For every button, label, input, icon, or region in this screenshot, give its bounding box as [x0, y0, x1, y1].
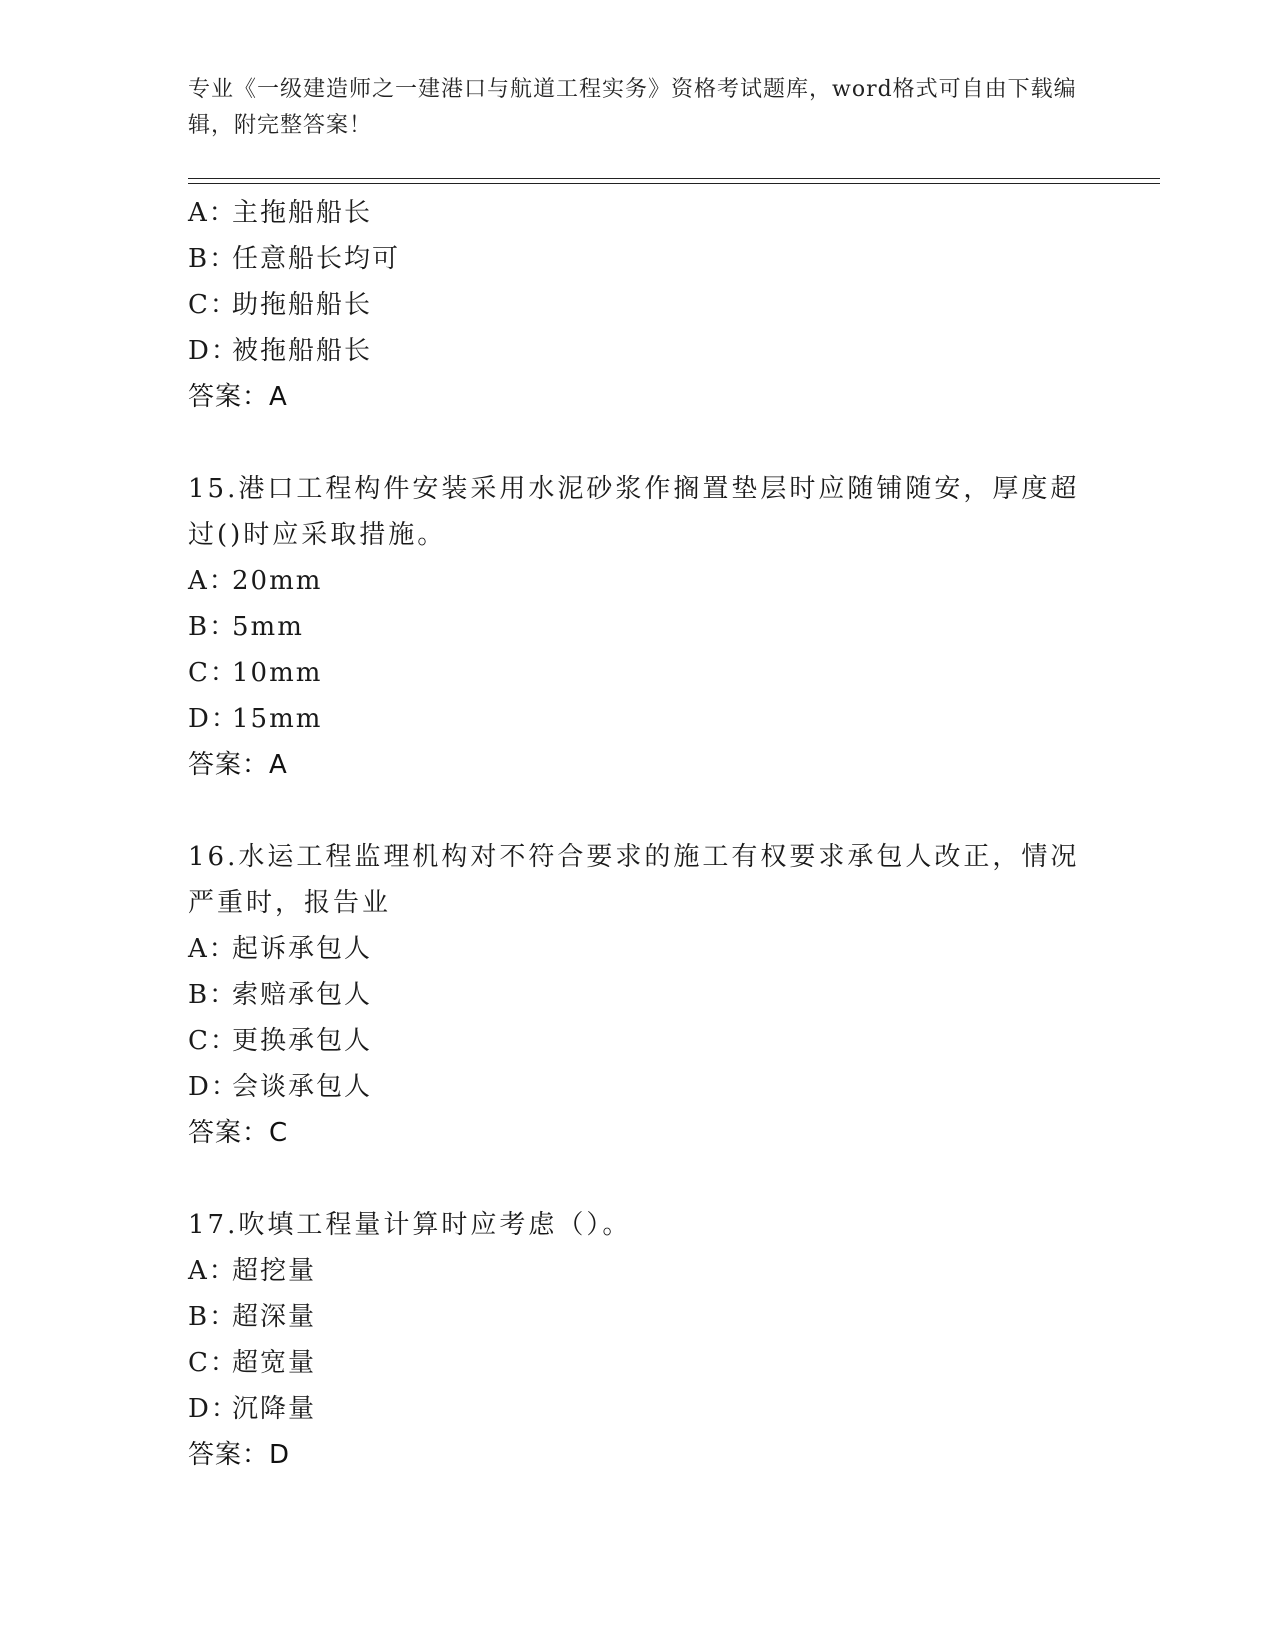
- option-text: 5mm: [232, 612, 304, 642]
- answer-line: [188, 1432, 1088, 1478]
- option-c: [188, 1018, 1088, 1064]
- option-a: [188, 1248, 1088, 1294]
- option-a: [188, 926, 1088, 972]
- option-letter: B：: [188, 612, 238, 642]
- option-text: 助拖船船长: [232, 290, 373, 320]
- option-letter: B：: [188, 980, 238, 1010]
- option-text: 20mm: [232, 566, 323, 596]
- option-b: [188, 604, 1088, 650]
- question-stem-line: 15.港口工程构件安装采用水泥砂浆作搁置垫层时应随铺随安，厚度超: [188, 474, 1080, 504]
- option-a: [188, 190, 1088, 236]
- question-list: [188, 190, 1088, 1478]
- option-letter: A：: [188, 934, 237, 964]
- option-letter: A：: [188, 566, 237, 596]
- option-letter: C：: [188, 290, 238, 320]
- spacer: [188, 788, 1088, 834]
- option-letter: D：: [188, 1072, 239, 1102]
- option-a: [188, 558, 1088, 604]
- option-c: [188, 650, 1088, 696]
- option-letter: A：: [188, 1256, 237, 1286]
- option-b: [188, 236, 1088, 282]
- option-text: 超挖量: [232, 1256, 317, 1286]
- option-letter: D：: [188, 336, 239, 366]
- option-d: [188, 328, 1088, 374]
- option-text: 被拖船船长: [232, 336, 373, 366]
- option-text: 更换承包人: [232, 1026, 373, 1056]
- option-text: 10mm: [232, 658, 323, 688]
- question-stem-line: 17.吹填工程量计算时应考虑（）。: [188, 1210, 632, 1240]
- option-c: [188, 282, 1088, 328]
- page-header: 专业《一级建造师之一建港口与航道工程实务》资格考试题库，word格式可自由下载编辑，附完整答案！: [188, 77, 1077, 138]
- option-letter: B：: [188, 244, 238, 274]
- answer-value: A: [269, 750, 288, 780]
- option-text: 索赔承包人: [232, 980, 373, 1010]
- option-letter: C：: [188, 1348, 238, 1378]
- answer-label: 答案：: [188, 382, 270, 412]
- answer-label: 答案：: [188, 1440, 270, 1470]
- option-d: [188, 1386, 1088, 1432]
- answer-label: 答案：: [188, 750, 270, 780]
- option-letter: B：: [188, 1302, 238, 1332]
- option-c: [188, 1340, 1088, 1386]
- option-d: [188, 1064, 1088, 1110]
- spacer: [188, 1156, 1088, 1202]
- option-letter: C：: [188, 1026, 238, 1056]
- question-17: [188, 1202, 1088, 1478]
- option-text: 会谈承包人: [232, 1072, 373, 1102]
- option-text: 沉降量: [232, 1394, 317, 1424]
- spacer: [188, 420, 1088, 466]
- answer-line: [188, 374, 1088, 420]
- question-stem-line: 16.水运工程监理机构对不符合要求的施工有权要求承包人改正，情况: [188, 842, 1080, 872]
- answer-value: A: [269, 382, 288, 412]
- option-letter: D：: [188, 1394, 239, 1424]
- option-d: [188, 696, 1088, 742]
- answer-label: 答案：: [188, 1118, 270, 1148]
- question-14: [188, 190, 1088, 420]
- question-16: [188, 834, 1088, 1156]
- option-text: 超深量: [232, 1302, 317, 1332]
- question-15: [188, 466, 1088, 788]
- option-text: 15mm: [232, 704, 323, 734]
- option-text: 主拖船船长: [232, 198, 373, 228]
- option-b: [188, 972, 1088, 1018]
- option-letter: D：: [188, 704, 239, 734]
- option-text: 起诉承包人: [232, 934, 373, 964]
- option-text: 超宽量: [232, 1348, 317, 1378]
- option-letter: A：: [188, 198, 237, 228]
- answer-line: [188, 1110, 1088, 1156]
- question-stem-line: 过()时应采取措施。: [188, 520, 447, 550]
- option-letter: C：: [188, 658, 238, 688]
- header-rule-bottom: [188, 183, 1160, 184]
- option-text: 任意船长均可: [232, 244, 401, 274]
- header-rule-top: [188, 178, 1160, 179]
- answer-line: [188, 742, 1088, 788]
- answer-value: C: [269, 1118, 289, 1148]
- answer-value: D: [269, 1440, 291, 1470]
- question-stem-line: 严重时，报告业: [188, 888, 392, 918]
- option-b: [188, 1294, 1088, 1340]
